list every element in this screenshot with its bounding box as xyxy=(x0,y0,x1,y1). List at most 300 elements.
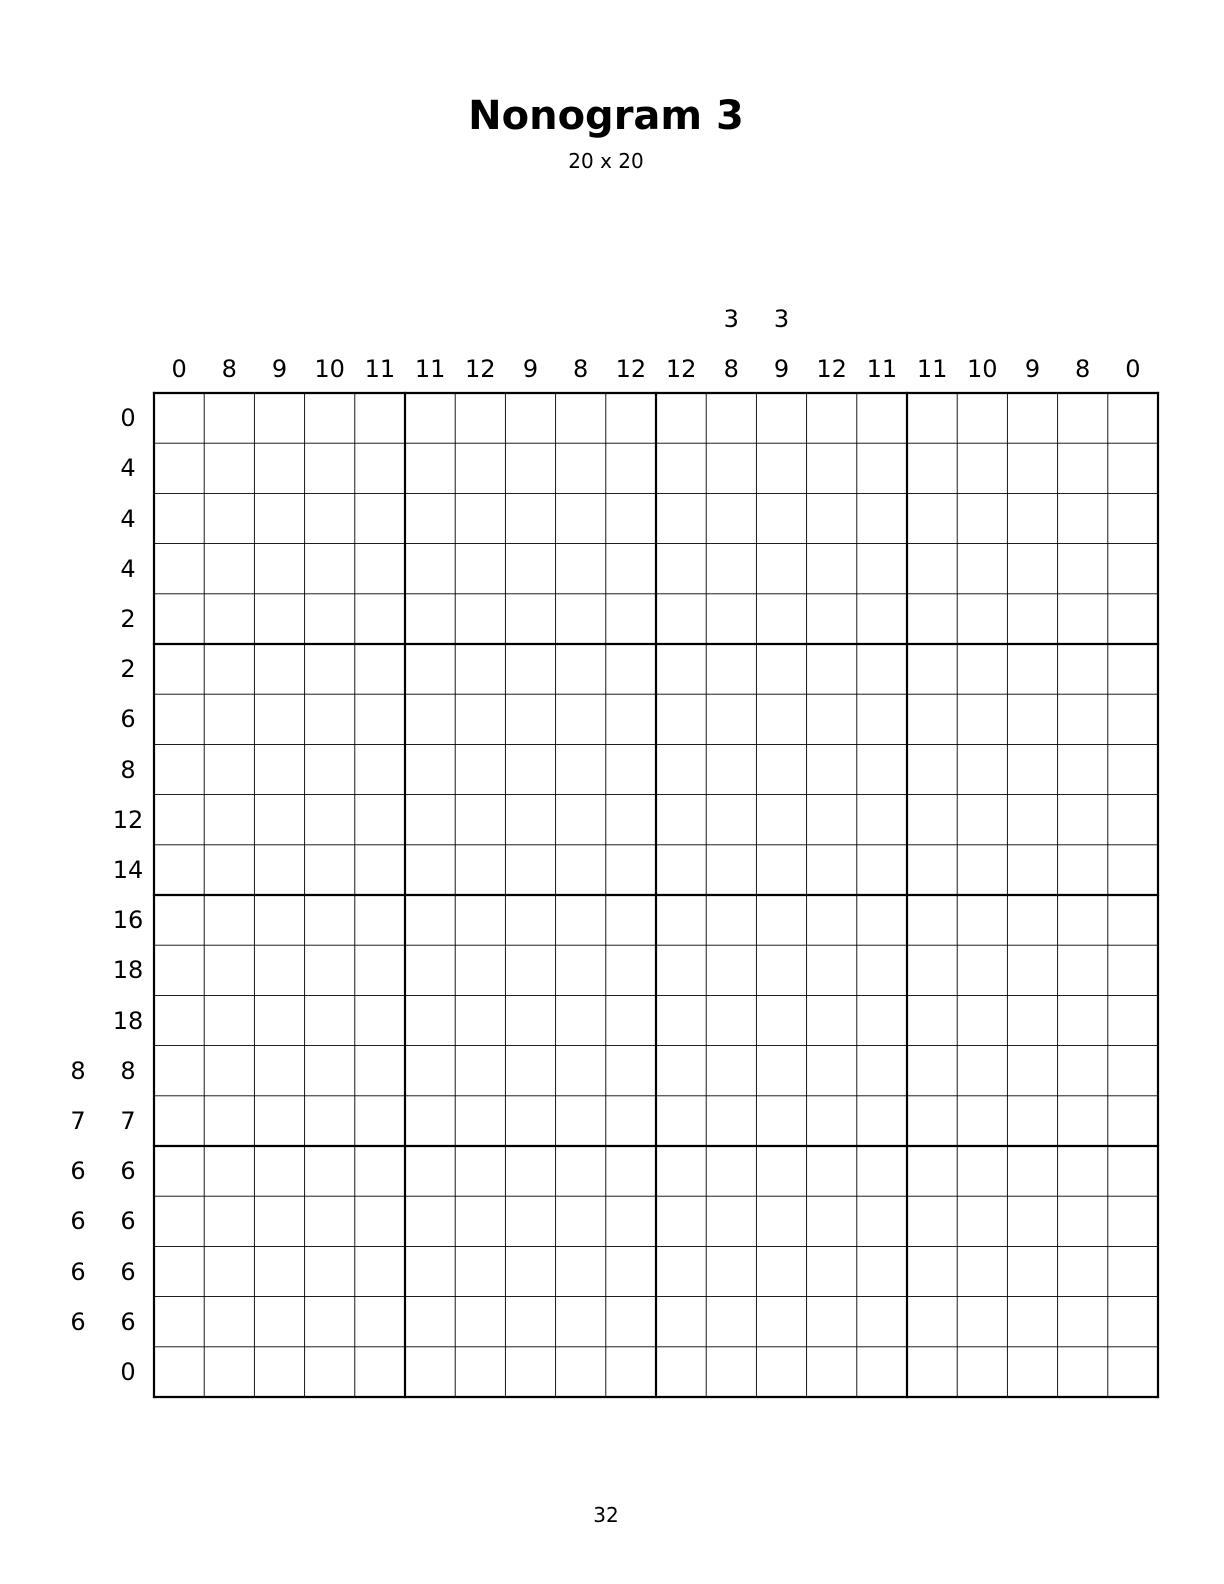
grid-cell[interactable] xyxy=(204,694,254,744)
grid-cell[interactable] xyxy=(305,544,355,594)
grid-cell[interactable] xyxy=(204,895,254,945)
grid-cell[interactable] xyxy=(1007,945,1057,995)
grid-cell[interactable] xyxy=(957,845,1007,895)
grid-cell[interactable] xyxy=(505,594,555,644)
grid-cell[interactable] xyxy=(1108,594,1158,644)
grid-cell[interactable] xyxy=(907,694,957,744)
grid-cell[interactable] xyxy=(807,1347,857,1397)
grid-cell[interactable] xyxy=(706,1046,756,1096)
grid-cell[interactable] xyxy=(556,995,606,1045)
grid-cell[interactable] xyxy=(305,1096,355,1146)
grid-cell[interactable] xyxy=(957,895,1007,945)
grid-cell[interactable] xyxy=(656,1347,706,1397)
grid-cell[interactable] xyxy=(505,1347,555,1397)
grid-cell[interactable] xyxy=(857,594,907,644)
grid-cell[interactable] xyxy=(455,544,505,594)
grid-cell[interactable] xyxy=(857,1297,907,1347)
grid-cell[interactable] xyxy=(1007,1146,1057,1196)
grid-cell[interactable] xyxy=(455,644,505,694)
grid-cell[interactable] xyxy=(857,1347,907,1397)
grid-cell[interactable] xyxy=(857,694,907,744)
grid-cell[interactable] xyxy=(254,945,304,995)
grid-cell[interactable] xyxy=(857,744,907,794)
grid-cell[interactable] xyxy=(556,1347,606,1397)
grid-cell[interactable] xyxy=(606,1146,656,1196)
grid-cell[interactable] xyxy=(154,895,204,945)
grid-cell[interactable] xyxy=(807,895,857,945)
grid-cell[interactable] xyxy=(455,1096,505,1146)
grid-cell[interactable] xyxy=(455,845,505,895)
grid-cell[interactable] xyxy=(254,895,304,945)
grid-cell[interactable] xyxy=(505,544,555,594)
grid-cell[interactable] xyxy=(154,493,204,543)
grid-cell[interactable] xyxy=(154,1046,204,1096)
grid-cell[interactable] xyxy=(957,1046,1007,1096)
grid-cell[interactable] xyxy=(204,1297,254,1347)
grid-cell[interactable] xyxy=(606,1297,656,1347)
grid-cell[interactable] xyxy=(656,995,706,1045)
grid-cell[interactable] xyxy=(957,644,1007,694)
grid-cell[interactable] xyxy=(1058,1196,1108,1246)
grid-cell[interactable] xyxy=(154,1246,204,1296)
grid-cell[interactable] xyxy=(957,493,1007,543)
grid-cell[interactable] xyxy=(405,1246,455,1296)
grid-cell[interactable] xyxy=(857,1246,907,1296)
grid-cell[interactable] xyxy=(756,744,806,794)
grid-cell[interactable] xyxy=(756,1096,806,1146)
grid-cell[interactable] xyxy=(254,995,304,1045)
grid-cell[interactable] xyxy=(556,393,606,443)
grid-cell[interactable] xyxy=(807,544,857,594)
grid-cell[interactable] xyxy=(656,544,706,594)
grid-cell[interactable] xyxy=(254,443,304,493)
grid-cell[interactable] xyxy=(556,1196,606,1246)
grid-cell[interactable] xyxy=(556,895,606,945)
grid-cell[interactable] xyxy=(455,1046,505,1096)
grid-cell[interactable] xyxy=(455,744,505,794)
grid-cell[interactable] xyxy=(756,594,806,644)
grid-cell[interactable] xyxy=(957,1096,1007,1146)
grid-cell[interactable] xyxy=(807,1196,857,1246)
grid-cell[interactable] xyxy=(355,1297,405,1347)
grid-cell[interactable] xyxy=(204,995,254,1045)
grid-cell[interactable] xyxy=(305,694,355,744)
grid-cell[interactable] xyxy=(957,1246,1007,1296)
grid-cell[interactable] xyxy=(907,995,957,1045)
grid-cell[interactable] xyxy=(1007,1196,1057,1246)
grid-cell[interactable] xyxy=(756,1196,806,1246)
grid-cell[interactable] xyxy=(1108,694,1158,744)
grid-cell[interactable] xyxy=(606,995,656,1045)
grid-cell[interactable] xyxy=(706,644,756,694)
grid-cell[interactable] xyxy=(556,1046,606,1096)
grid-cell[interactable] xyxy=(907,895,957,945)
grid-cell[interactable] xyxy=(254,845,304,895)
grid-cell[interactable] xyxy=(355,744,405,794)
grid-cell[interactable] xyxy=(1007,644,1057,694)
grid-cell[interactable] xyxy=(807,995,857,1045)
grid-cell[interactable] xyxy=(154,744,204,794)
grid-cell[interactable] xyxy=(556,744,606,794)
grid-cell[interactable] xyxy=(204,1347,254,1397)
grid-cell[interactable] xyxy=(455,594,505,644)
grid-cell[interactable] xyxy=(606,493,656,543)
grid-cell[interactable] xyxy=(1007,443,1057,493)
grid-cell[interactable] xyxy=(154,644,204,694)
grid-cell[interactable] xyxy=(907,393,957,443)
grid-cell[interactable] xyxy=(355,694,405,744)
grid-cell[interactable] xyxy=(505,1146,555,1196)
grid-cell[interactable] xyxy=(204,393,254,443)
grid-cell[interactable] xyxy=(556,1246,606,1296)
grid-cell[interactable] xyxy=(1108,1246,1158,1296)
grid-cell[interactable] xyxy=(957,1146,1007,1196)
grid-cell[interactable] xyxy=(1007,1096,1057,1146)
grid-cell[interactable] xyxy=(405,393,455,443)
grid-cell[interactable] xyxy=(807,694,857,744)
grid-cell[interactable] xyxy=(756,945,806,995)
grid-cell[interactable] xyxy=(706,1246,756,1296)
grid-cell[interactable] xyxy=(857,1096,907,1146)
grid-cell[interactable] xyxy=(807,795,857,845)
grid-cell[interactable] xyxy=(405,544,455,594)
grid-cell[interactable] xyxy=(405,1196,455,1246)
grid-cell[interactable] xyxy=(204,544,254,594)
grid-cell[interactable] xyxy=(305,1196,355,1246)
grid-cell[interactable] xyxy=(1108,544,1158,594)
grid-cell[interactable] xyxy=(907,443,957,493)
grid-cell[interactable] xyxy=(756,1046,806,1096)
grid-cell[interactable] xyxy=(305,644,355,694)
grid-cell[interactable] xyxy=(556,443,606,493)
grid-cell[interactable] xyxy=(957,544,1007,594)
grid-cell[interactable] xyxy=(706,945,756,995)
grid-cell[interactable] xyxy=(505,1046,555,1096)
grid-cell[interactable] xyxy=(556,1146,606,1196)
grid-cell[interactable] xyxy=(807,1246,857,1296)
grid-cell[interactable] xyxy=(807,1046,857,1096)
grid-cell[interactable] xyxy=(1108,393,1158,443)
grid-cell[interactable] xyxy=(254,795,304,845)
grid-cell[interactable] xyxy=(807,393,857,443)
grid-cell[interactable] xyxy=(807,1297,857,1347)
grid-cell[interactable] xyxy=(957,694,1007,744)
grid-cell[interactable] xyxy=(1108,895,1158,945)
grid-cell[interactable] xyxy=(656,1046,706,1096)
grid-cell[interactable] xyxy=(254,1146,304,1196)
grid-cell[interactable] xyxy=(706,443,756,493)
grid-cell[interactable] xyxy=(305,1297,355,1347)
grid-cell[interactable] xyxy=(154,594,204,644)
grid-cell[interactable] xyxy=(405,694,455,744)
grid-cell[interactable] xyxy=(355,1146,405,1196)
grid-cell[interactable] xyxy=(907,945,957,995)
grid-cell[interactable] xyxy=(455,1347,505,1397)
grid-cell[interactable] xyxy=(656,694,706,744)
grid-cell[interactable] xyxy=(1058,694,1108,744)
grid-cell[interactable] xyxy=(254,1096,304,1146)
grid-cell[interactable] xyxy=(857,845,907,895)
grid-cell[interactable] xyxy=(907,1196,957,1246)
grid-cell[interactable] xyxy=(1058,945,1108,995)
grid-cell[interactable] xyxy=(1007,1297,1057,1347)
grid-cell[interactable] xyxy=(1058,644,1108,694)
grid-cell[interactable] xyxy=(706,895,756,945)
grid-cell[interactable] xyxy=(355,1347,405,1397)
grid-cell[interactable] xyxy=(505,644,555,694)
grid-cell[interactable] xyxy=(254,594,304,644)
grid-cell[interactable] xyxy=(1007,795,1057,845)
grid-cell[interactable] xyxy=(706,1196,756,1246)
grid-cell[interactable] xyxy=(455,694,505,744)
grid-cell[interactable] xyxy=(254,744,304,794)
grid-cell[interactable] xyxy=(706,594,756,644)
grid-cell[interactable] xyxy=(1007,1246,1057,1296)
grid-cell[interactable] xyxy=(305,795,355,845)
grid-cell[interactable] xyxy=(405,795,455,845)
grid-cell[interactable] xyxy=(305,393,355,443)
grid-cell[interactable] xyxy=(204,443,254,493)
grid-cell[interactable] xyxy=(455,795,505,845)
grid-cell[interactable] xyxy=(505,744,555,794)
grid-cell[interactable] xyxy=(907,644,957,694)
grid-cell[interactable] xyxy=(706,1096,756,1146)
grid-cell[interactable] xyxy=(807,1096,857,1146)
grid-cell[interactable] xyxy=(706,393,756,443)
grid-cell[interactable] xyxy=(706,1347,756,1397)
grid-cell[interactable] xyxy=(656,1246,706,1296)
grid-cell[interactable] xyxy=(606,644,656,694)
grid-cell[interactable] xyxy=(556,594,606,644)
grid-cell[interactable] xyxy=(656,493,706,543)
grid-cell[interactable] xyxy=(154,845,204,895)
grid-cell[interactable] xyxy=(305,1246,355,1296)
grid-cell[interactable] xyxy=(505,995,555,1045)
grid-cell[interactable] xyxy=(807,845,857,895)
grid-cell[interactable] xyxy=(756,544,806,594)
grid-cell[interactable] xyxy=(556,694,606,744)
grid-cell[interactable] xyxy=(656,1096,706,1146)
grid-cell[interactable] xyxy=(606,1347,656,1397)
grid-cell[interactable] xyxy=(706,493,756,543)
grid-cell[interactable] xyxy=(1108,493,1158,543)
grid-cell[interactable] xyxy=(1108,1046,1158,1096)
grid-cell[interactable] xyxy=(254,1196,304,1246)
grid-cell[interactable] xyxy=(907,1347,957,1397)
grid-cell[interactable] xyxy=(254,393,304,443)
grid-cell[interactable] xyxy=(455,1196,505,1246)
grid-cell[interactable] xyxy=(505,845,555,895)
grid-cell[interactable] xyxy=(907,1096,957,1146)
grid-cell[interactable] xyxy=(556,795,606,845)
grid-cell[interactable] xyxy=(1108,644,1158,694)
grid-cell[interactable] xyxy=(355,644,405,694)
grid-cell[interactable] xyxy=(355,443,405,493)
grid-cell[interactable] xyxy=(305,1146,355,1196)
grid-cell[interactable] xyxy=(606,845,656,895)
grid-cell[interactable] xyxy=(1058,493,1108,543)
grid-cell[interactable] xyxy=(204,594,254,644)
grid-cell[interactable] xyxy=(606,795,656,845)
grid-cell[interactable] xyxy=(957,1297,1007,1347)
grid-cell[interactable] xyxy=(756,895,806,945)
grid-cell[interactable] xyxy=(556,493,606,543)
grid-cell[interactable] xyxy=(656,744,706,794)
grid-cell[interactable] xyxy=(556,544,606,594)
grid-cell[interactable] xyxy=(606,544,656,594)
grid-cell[interactable] xyxy=(907,544,957,594)
grid-cell[interactable] xyxy=(1058,995,1108,1045)
grid-cell[interactable] xyxy=(857,493,907,543)
grid-cell[interactable] xyxy=(957,795,1007,845)
grid-cell[interactable] xyxy=(857,443,907,493)
grid-cell[interactable] xyxy=(1108,1347,1158,1397)
grid-cell[interactable] xyxy=(1007,594,1057,644)
grid-cell[interactable] xyxy=(656,895,706,945)
grid-cell[interactable] xyxy=(254,1297,304,1347)
grid-cell[interactable] xyxy=(756,1246,806,1296)
grid-cell[interactable] xyxy=(907,744,957,794)
grid-cell[interactable] xyxy=(1058,594,1108,644)
grid-cell[interactable] xyxy=(907,594,957,644)
grid-cell[interactable] xyxy=(1007,895,1057,945)
grid-cell[interactable] xyxy=(706,1146,756,1196)
grid-cell[interactable] xyxy=(505,895,555,945)
grid-cell[interactable] xyxy=(756,694,806,744)
grid-cell[interactable] xyxy=(1058,1347,1108,1397)
grid-cell[interactable] xyxy=(405,1347,455,1397)
grid-cell[interactable] xyxy=(756,644,806,694)
grid-cell[interactable] xyxy=(154,1146,204,1196)
grid-cell[interactable] xyxy=(1058,845,1108,895)
grid-cell[interactable] xyxy=(355,845,405,895)
grid-cell[interactable] xyxy=(455,493,505,543)
grid-cell[interactable] xyxy=(204,795,254,845)
grid-cell[interactable] xyxy=(907,795,957,845)
grid-cell[interactable] xyxy=(405,1297,455,1347)
grid-cell[interactable] xyxy=(505,493,555,543)
grid-cell[interactable] xyxy=(656,644,706,694)
grid-cell[interactable] xyxy=(405,895,455,945)
grid-cell[interactable] xyxy=(756,1146,806,1196)
grid-cell[interactable] xyxy=(405,1146,455,1196)
grid-cell[interactable] xyxy=(305,493,355,543)
grid-cell[interactable] xyxy=(204,744,254,794)
grid-cell[interactable] xyxy=(857,1196,907,1246)
grid-cell[interactable] xyxy=(807,945,857,995)
grid-cell[interactable] xyxy=(706,795,756,845)
grid-cell[interactable] xyxy=(154,544,204,594)
grid-cell[interactable] xyxy=(154,795,204,845)
grid-cell[interactable] xyxy=(455,895,505,945)
grid-cell[interactable] xyxy=(254,644,304,694)
grid-cell[interactable] xyxy=(505,393,555,443)
grid-cell[interactable] xyxy=(154,1297,204,1347)
grid-cell[interactable] xyxy=(706,744,756,794)
grid-cell[interactable] xyxy=(1058,1146,1108,1196)
grid-cell[interactable] xyxy=(857,1046,907,1096)
grid-cell[interactable] xyxy=(355,393,405,443)
grid-cell[interactable] xyxy=(706,544,756,594)
grid-cell[interactable] xyxy=(505,1246,555,1296)
grid-cell[interactable] xyxy=(1007,1046,1057,1096)
grid-cell[interactable] xyxy=(405,594,455,644)
grid-cell[interactable] xyxy=(606,393,656,443)
grid-cell[interactable] xyxy=(907,1146,957,1196)
grid-cell[interactable] xyxy=(154,393,204,443)
grid-cell[interactable] xyxy=(355,493,405,543)
grid-cell[interactable] xyxy=(1108,443,1158,493)
grid-cell[interactable] xyxy=(1108,995,1158,1045)
grid-cell[interactable] xyxy=(857,544,907,594)
grid-cell[interactable] xyxy=(857,995,907,1045)
grid-cell[interactable] xyxy=(1058,393,1108,443)
grid-cell[interactable] xyxy=(706,1297,756,1347)
grid-cell[interactable] xyxy=(505,443,555,493)
grid-cell[interactable] xyxy=(405,443,455,493)
grid-cell[interactable] xyxy=(656,1196,706,1246)
grid-cell[interactable] xyxy=(305,945,355,995)
grid-cell[interactable] xyxy=(1058,1246,1108,1296)
grid-cell[interactable] xyxy=(1007,845,1057,895)
grid-cell[interactable] xyxy=(606,1196,656,1246)
grid-cell[interactable] xyxy=(405,995,455,1045)
grid-cell[interactable] xyxy=(1007,1347,1057,1397)
grid-cell[interactable] xyxy=(455,1146,505,1196)
grid-cell[interactable] xyxy=(1007,694,1057,744)
grid-cell[interactable] xyxy=(305,1347,355,1397)
grid-cell[interactable] xyxy=(154,1096,204,1146)
grid-cell[interactable] xyxy=(254,1347,304,1397)
grid-cell[interactable] xyxy=(154,1347,204,1397)
grid-cell[interactable] xyxy=(606,1246,656,1296)
grid-cell[interactable] xyxy=(1108,1146,1158,1196)
grid-cell[interactable] xyxy=(305,895,355,945)
grid-cell[interactable] xyxy=(656,845,706,895)
grid-cell[interactable] xyxy=(355,945,405,995)
grid-cell[interactable] xyxy=(204,845,254,895)
grid-cell[interactable] xyxy=(606,895,656,945)
grid-cell[interactable] xyxy=(455,1297,505,1347)
grid-cell[interactable] xyxy=(305,594,355,644)
grid-cell[interactable] xyxy=(505,795,555,845)
grid-cell[interactable] xyxy=(857,795,907,845)
grid-cell[interactable] xyxy=(656,945,706,995)
grid-cell[interactable] xyxy=(957,1347,1007,1397)
grid-cell[interactable] xyxy=(204,644,254,694)
grid-cell[interactable] xyxy=(756,1347,806,1397)
grid-cell[interactable] xyxy=(1058,1297,1108,1347)
grid-cell[interactable] xyxy=(606,694,656,744)
grid-cell[interactable] xyxy=(656,443,706,493)
grid-cell[interactable] xyxy=(355,995,405,1045)
grid-cell[interactable] xyxy=(907,493,957,543)
grid-cell[interactable] xyxy=(154,945,204,995)
grid-cell[interactable] xyxy=(706,694,756,744)
grid-cell[interactable] xyxy=(405,744,455,794)
grid-cell[interactable] xyxy=(606,443,656,493)
grid-cell[interactable] xyxy=(254,1046,304,1096)
grid-cell[interactable] xyxy=(556,845,606,895)
grid-cell[interactable] xyxy=(857,945,907,995)
grid-cell[interactable] xyxy=(957,393,1007,443)
grid-cell[interactable] xyxy=(756,493,806,543)
grid-cell[interactable] xyxy=(505,1096,555,1146)
grid-cell[interactable] xyxy=(405,1096,455,1146)
grid-cell[interactable] xyxy=(305,1046,355,1096)
grid-cell[interactable] xyxy=(1007,544,1057,594)
grid-cell[interactable] xyxy=(405,493,455,543)
